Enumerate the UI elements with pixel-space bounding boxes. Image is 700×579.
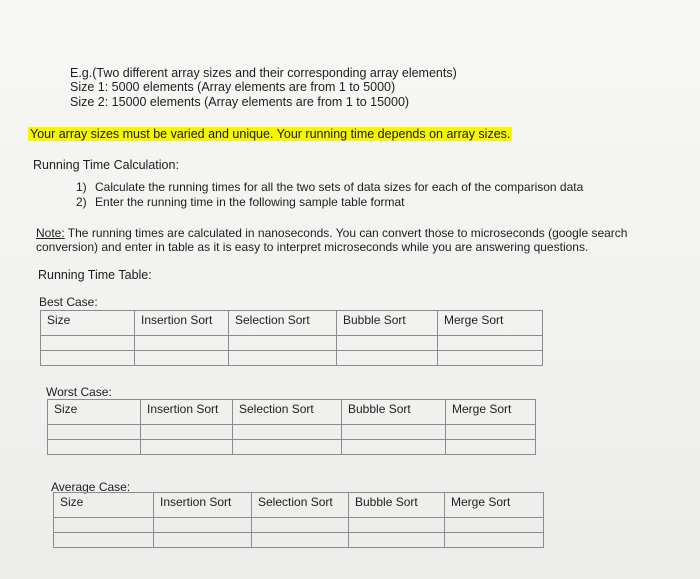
table-row [48,425,536,440]
col-selection-sort: Selection Sort [229,311,337,336]
example-line-3: Size 2: 15000 elements (Array elements are from 1 to 15000) [70,95,410,109]
table-row [48,440,536,455]
calc-item-text: Enter the running time in the following sample table format [95,195,405,209]
table-cell[interactable] [48,425,141,440]
calc-item-1 [76,180,583,194]
table-cell[interactable] [233,440,342,455]
calc-item-number: 2) [76,195,87,209]
col-bubble-sort: Bubble Sort [337,311,438,336]
table-cell[interactable] [445,533,544,548]
table-cell[interactable] [446,425,536,440]
col-size: Size [41,311,135,336]
col-size: Size [54,493,154,518]
table-cell[interactable] [48,440,141,455]
col-selection-sort: Selection Sort [233,400,342,425]
table-cell[interactable] [154,518,252,533]
table-cell[interactable] [438,351,543,366]
table-header-row [48,400,536,425]
average-case-table [53,492,544,548]
table-row [54,533,544,548]
note-line-2: conversion) and enter in table as it is easy to interpret microseconds while you are answering questions. [36,240,589,254]
table-cell[interactable] [54,533,154,548]
col-bubble-sort: Bubble Sort [342,400,446,425]
table-cell[interactable] [54,518,154,533]
note-label: Note: [36,226,65,240]
calc-item-2 [76,195,405,209]
highlight-text: Your array sizes must be varied and unique. Your running time depends on array sizes. [30,127,511,141]
worst-case-table [47,399,536,455]
table-cell[interactable] [141,440,233,455]
table-cell[interactable] [141,425,233,440]
table-row [41,336,543,351]
example-line-2: Size 1: 5000 elements (Array elements are from 1 to 5000) [70,80,396,94]
note-text-1: The running times are calculated in nanoseconds. You can convert those to microseconds (google search [64,226,628,240]
table-cell[interactable] [252,518,349,533]
table-cell[interactable] [41,351,135,366]
col-bubble-sort: Bubble Sort [349,493,445,518]
table-cell[interactable] [342,425,446,440]
worst-case-title: Worst Case: [46,385,112,399]
best-case-table [40,310,543,366]
table-cell[interactable] [438,336,543,351]
example-line-1: E.g.(Two different array sizes and their corresponding array elements) [70,66,457,80]
table-cell[interactable] [229,336,337,351]
calc-item-text: Calculate the running times for all the two sets of data sizes for each of the comparison data [95,180,584,194]
note-line-1 [36,226,627,240]
col-merge-sort: Merge Sort [438,311,543,336]
col-insertion-sort: Insertion Sort [135,311,229,336]
table-cell[interactable] [135,336,229,351]
best-case-title: Best Case: [39,295,98,309]
table-cell[interactable] [154,533,252,548]
col-merge-sort: Merge Sort [445,493,544,518]
table-cell[interactable] [229,351,337,366]
col-selection-sort: Selection Sort [252,493,349,518]
running-time-table-heading: Running Time Table: [38,268,152,282]
average-case-title: Average Case: [51,480,131,494]
table-cell[interactable] [252,533,349,548]
col-merge-sort: Merge Sort [446,400,536,425]
table-header-row [41,311,543,336]
running-time-calc-heading: Running Time Calculation: [33,158,179,172]
table-row [41,351,543,366]
table-cell[interactable] [337,336,438,351]
table-cell[interactable] [337,351,438,366]
table-cell[interactable] [349,533,445,548]
col-size: Size [48,400,141,425]
table-cell[interactable] [342,440,446,455]
table-cell[interactable] [233,425,342,440]
calc-item-number: 1) [76,180,87,194]
table-cell[interactable] [446,440,536,455]
table-cell[interactable] [445,518,544,533]
table-cell[interactable] [135,351,229,366]
highlight-sentence [28,127,512,141]
table-cell[interactable] [41,336,135,351]
table-row [54,518,544,533]
col-insertion-sort: Insertion Sort [154,493,252,518]
col-insertion-sort: Insertion Sort [141,400,233,425]
table-cell[interactable] [349,518,445,533]
table-header-row [54,493,544,518]
